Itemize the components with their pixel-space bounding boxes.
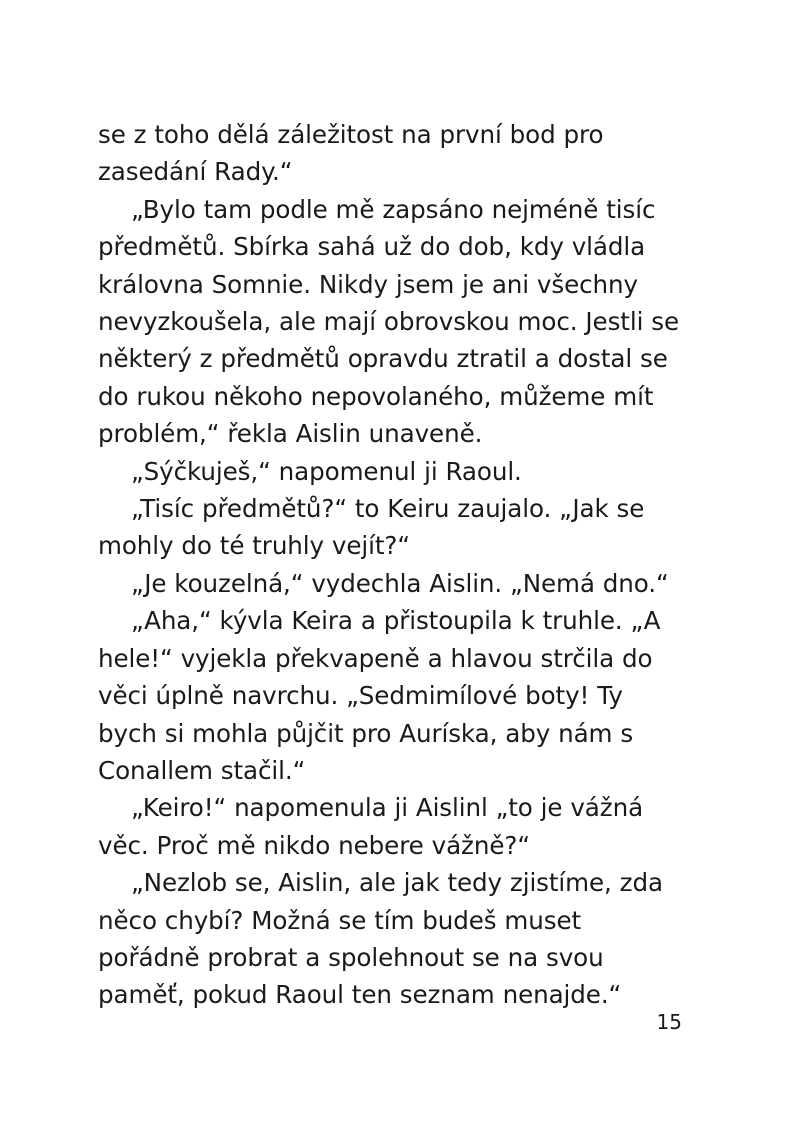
- paragraph: „Sýčkuješ,“ napomenul ji Raoul.: [131, 456, 522, 486]
- body-text: [98, 116, 682, 1014]
- paragraph: „Nezlob se, Aislin, ale jak tedy zjistíme, zda něco chybí? Možná se tím budeš muset pořádně probrat a spolehnout se na svou paměť, pokud Raoul ten seznam nenajde.“: [98, 868, 663, 1010]
- paragraph: „Aha,“ kývla Keira a přistoupila k truhle. „A hele!“ vyjekla překvapeně a hlavou strčila do věci úplně navrchu. „Sedmimílové boty! Ty bych si mohla půjčit pro Auríska, aby nám s Conallem stačil.“: [98, 606, 661, 785]
- paragraph: „Keiro!“ napomenula ji Aislinl „to je vážná věc. Proč mě nikdo nebere vážně?“: [98, 793, 644, 860]
- page-number: 15: [656, 1010, 682, 1034]
- paragraph: „Tisíc předmětů?“ to Keiru zaujalo. „Jak se mohly do té truhly vejít?“: [98, 494, 645, 561]
- paragraph: se z toho dělá záležitost na první bod pro zasedání Rady.“: [98, 120, 604, 187]
- paragraph: „Je kouzelná,“ vydechla Aislin. „Nemá dno.“: [131, 568, 669, 598]
- paragraph: „Bylo tam podle mě zapsáno nejméně tisíc předmětů. Sbírka sahá už do dob, kdy vládla královna Somnie. Nikdy jsem je ani všechny nevyzkoušela, ale mají obrovskou moc. Jestli se některý z předmětů opravdu ztratil a dostal se do rukou někoho nepovolaného, můžeme mít problém,“ řekla Aislin unaveně.: [98, 194, 679, 449]
